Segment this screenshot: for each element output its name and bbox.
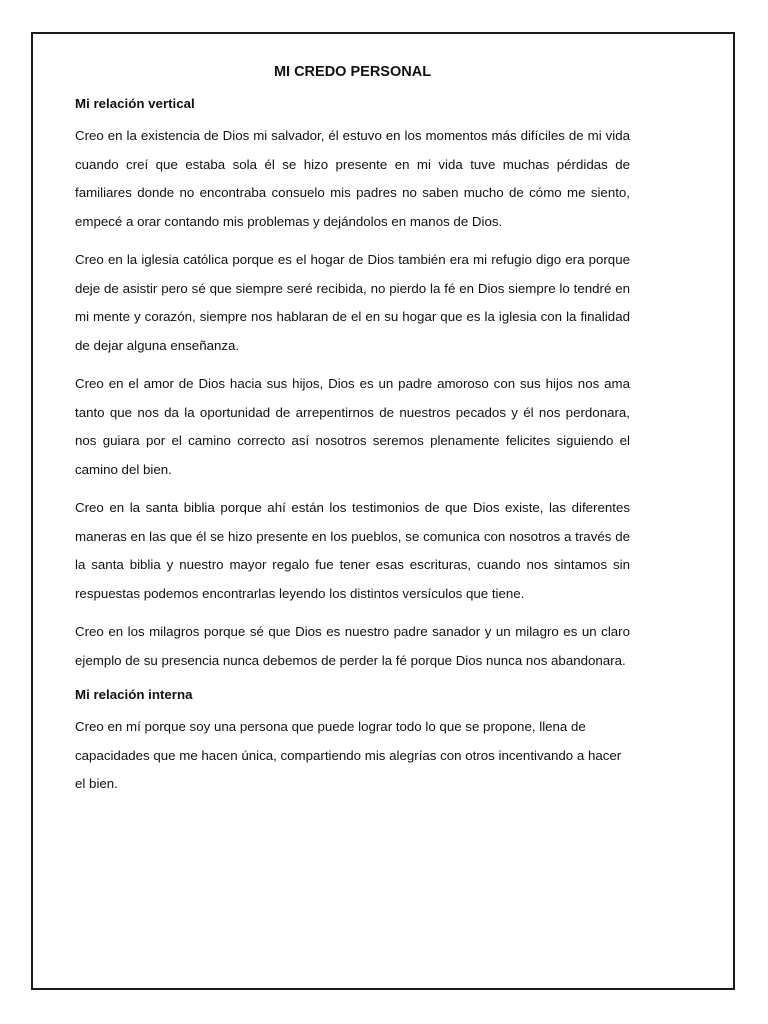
paragraph: Creo en la santa biblia porque ahí están los testimonios de que Dios existe, las diferentes maneras en las que él se hizo presente en los pueblos, se comunica con nosotros a través de la santa biblia y nuestro mayor regalo fue tener esas escrituras, cuando nos sintamos sin respuestas podemos encontrarlas leyendo los distintos versículos que tiene.: [75, 500, 630, 601]
paragraph: Creo en la iglesia católica porque es el hogar de Dios también era mi refugio digo era porque deje de asistir pero sé que siempre seré recibida, no pierdo la fé en Dios siempre lo tendré en mi mente y corazón, siempre nos hablaran de el en su hogar que es la iglesia con la finalidad de dejar alguna enseñanza.: [75, 252, 630, 353]
section-heading-vertical: Mi relación vertical: [75, 96, 195, 111]
section-heading-internal: Mi relación interna: [75, 687, 193, 702]
document-body: [75, 62, 630, 809]
paragraph: Creo en la existencia de Dios mi salvador, él estuvo en los momentos más difíciles de mi vida cuando creí que estaba sola él se hizo presente en mi vida tuve muchas pérdidas de familiares donde no encontraba consuelo mis padres no saben mucho de cómo me siento, empecé a orar contando mis problemas y dejándolos en manos de Dios.: [75, 128, 630, 229]
paragraph: Creo en el amor de Dios hacia sus hijos, Dios es un padre amoroso con sus hijos nos ama tanto que nos da la oportunidad de arrepentirnos de nuestros pecados y él nos perdonara, nos guiara por el camino correcto así nosotros seremos plenamente felicites siguiendo el camino del bien.: [75, 376, 630, 477]
paragraph: Creo en los milagros porque sé que Dios es nuestro padre sanador y un milagro es un claro ejemplo de su presencia nunca debemos de perder la fé porque Dios nunca nos abandonara.: [75, 624, 630, 668]
paragraph: Creo en mí porque soy una persona que puede lograr todo lo que se propone, llena de capacidades que me hacen única, compartiendo mis alegrías con otros incentivando a hacer el bien.: [75, 719, 622, 791]
document-title: MI CREDO PERSONAL: [273, 64, 432, 80]
